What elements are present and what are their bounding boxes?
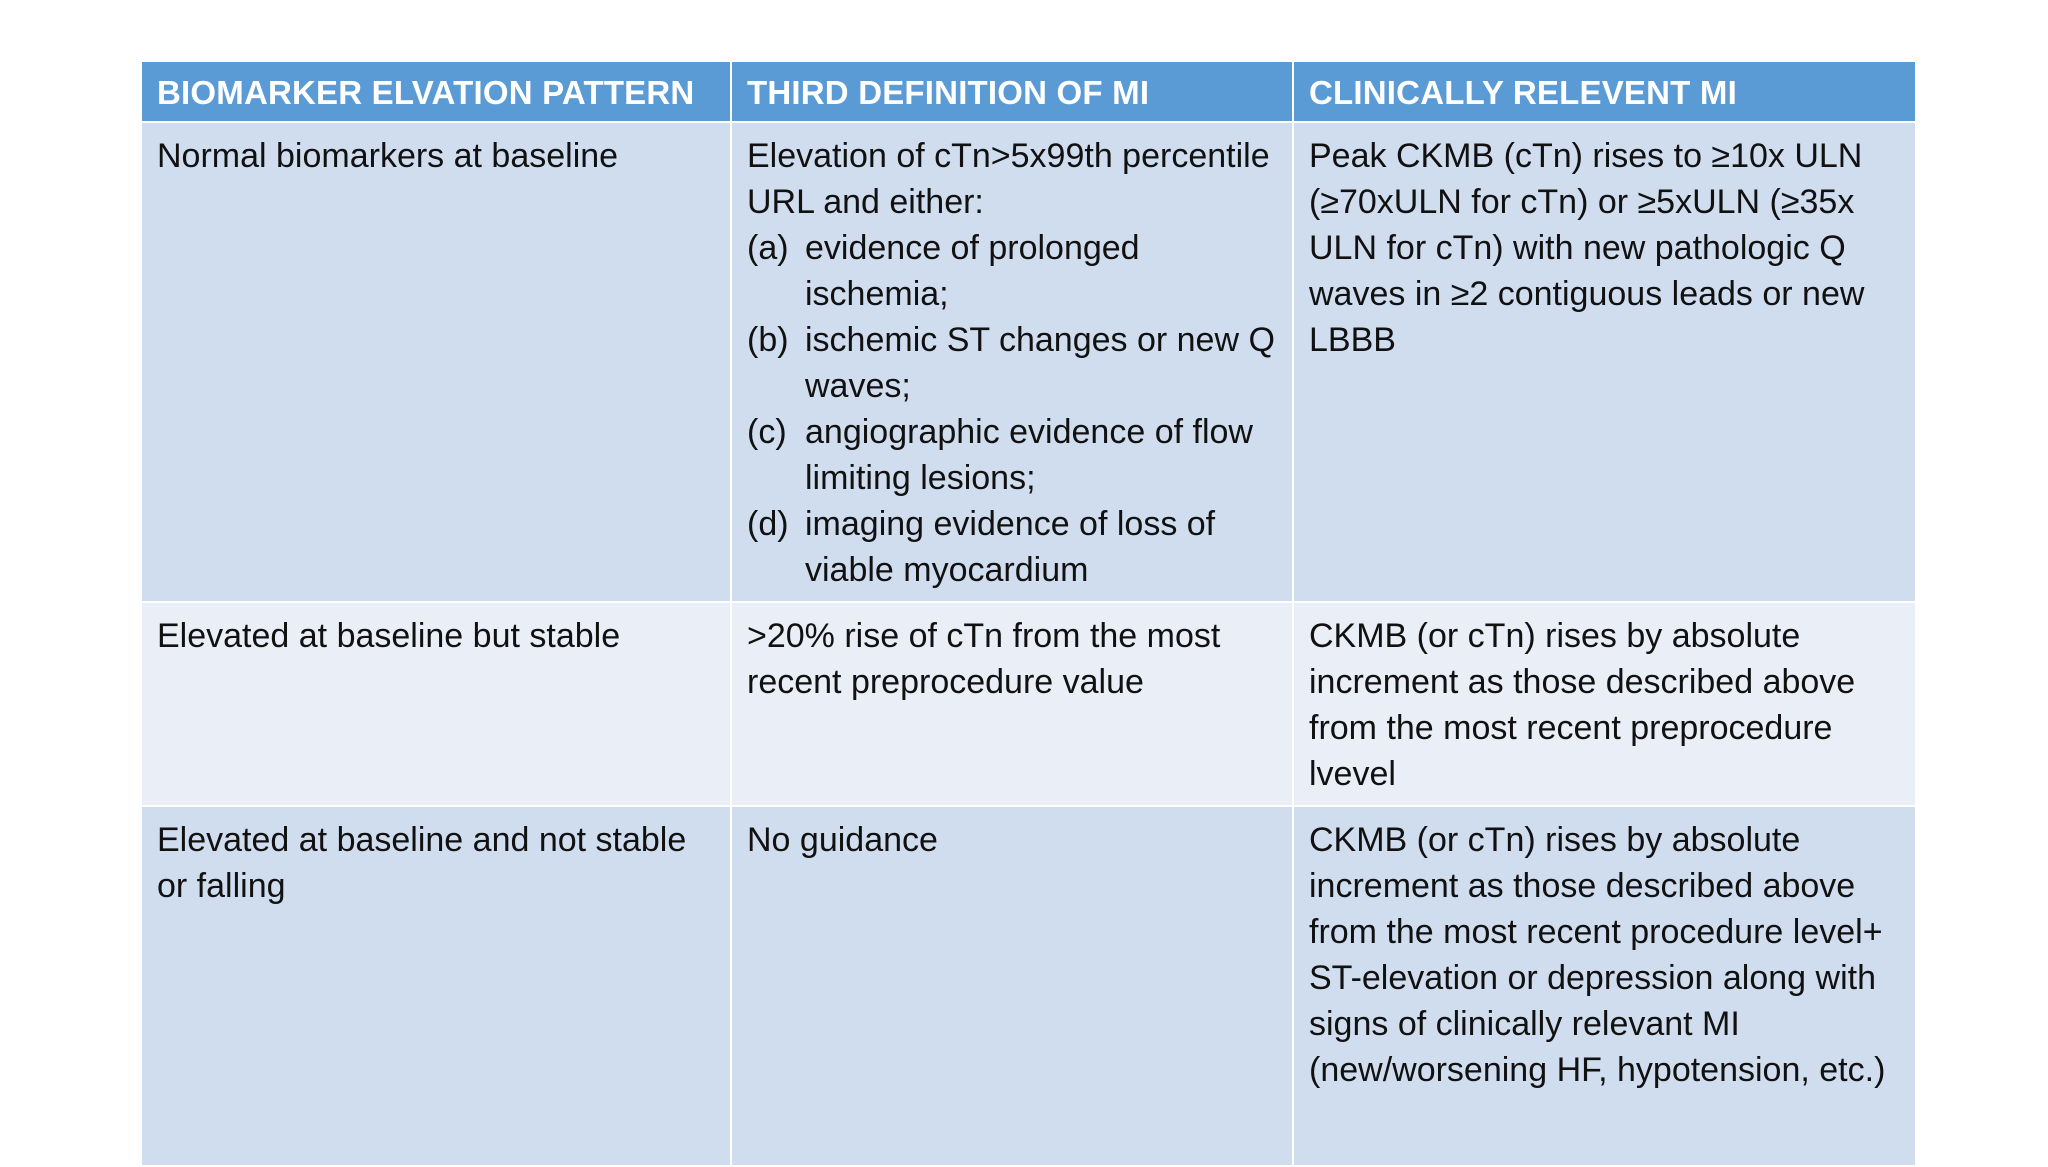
criteria-list — [747, 225, 1277, 593]
list-item-text: angiographic evidence of flow limiting lesions; — [805, 413, 1253, 497]
table-row — [142, 806, 1915, 1166]
list-item-text: imaging evidence of loss of viable myocardium — [805, 505, 1216, 589]
list-marker: (b) — [747, 321, 789, 359]
third-definition-intro: Elevation of cTn>5x99th percentile URL and either: — [747, 137, 1270, 221]
mi-definition-table — [142, 62, 1915, 1167]
header-clinically-relevant: CLINICALLY RELEVENT MI — [1293, 62, 1915, 122]
list-item-text: evidence of prolonged ischemia; — [805, 229, 1140, 313]
table-header-row — [142, 62, 1915, 122]
list-item — [747, 317, 1277, 409]
cell-third-definition — [731, 122, 1293, 602]
table-row — [142, 602, 1915, 806]
table-row — [142, 122, 1915, 602]
cell-clinically-relevant: CKMB (or cTn) rises by absolute increment as those described above from the most recent preprocedure lvevel — [1293, 602, 1915, 806]
list-marker: (a) — [747, 229, 789, 267]
cell-pattern: Elevated at baseline but stable — [142, 602, 731, 806]
list-marker: (d) — [747, 505, 789, 543]
list-item — [747, 409, 1277, 501]
cell-third-definition: >20% rise of cTn from the most recent preprocedure value — [731, 602, 1293, 806]
cell-clinically-relevant: Peak CKMB (cTn) rises to ≥10x ULN (≥70xULN for cTn) or ≥5xULN (≥35x ULN for cTn) with new pathologic Q waves in ≥2 contiguous leads or new LBBB — [1293, 122, 1915, 602]
cell-pattern: Elevated at baseline and not stable or falling — [142, 806, 731, 1166]
cell-clinically-relevant: CKMB (or cTn) rises by absolute increment as those described above from the most recent procedure level+ ST-elevation or depression along with signs of clinically relevant MI (new/worsening HF, hypotension, etc.) — [1293, 806, 1915, 1166]
list-item — [747, 501, 1277, 593]
header-biomarker-pattern: BIOMARKER ELVATION PATTERN — [142, 62, 731, 122]
list-item — [747, 225, 1277, 317]
cell-third-definition: No guidance — [731, 806, 1293, 1166]
list-item-text: ischemic ST changes or new Q waves; — [805, 321, 1275, 405]
cell-pattern: Normal biomarkers at baseline — [142, 122, 731, 602]
header-third-definition: THIRD DEFINITION OF MI — [731, 62, 1293, 122]
list-marker: (c) — [747, 413, 787, 451]
